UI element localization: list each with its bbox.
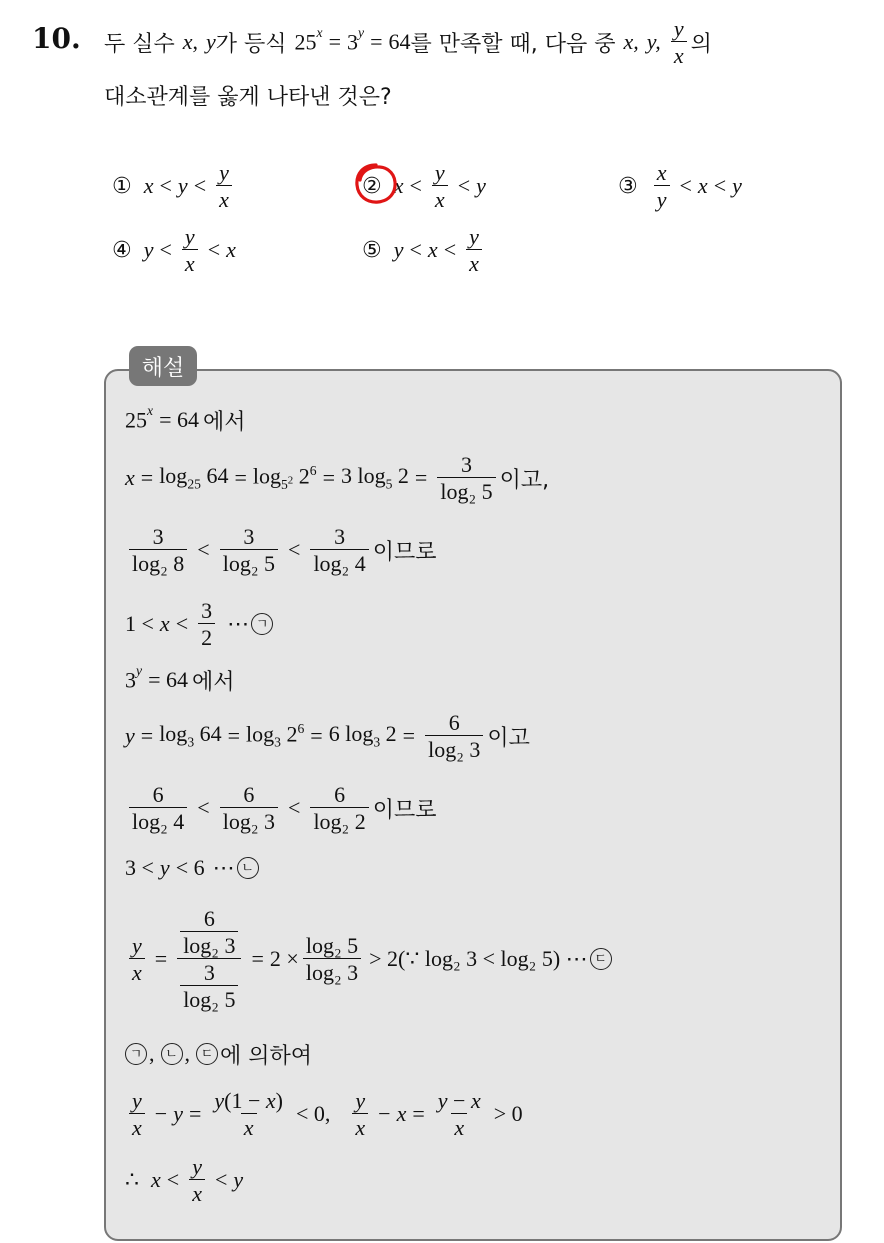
- question-text: 가 등식: [215, 31, 287, 57]
- solution-line-5: 3$^y$ = 64 에서: [125, 662, 235, 695]
- option-4[interactable]: [112, 222, 236, 278]
- option-term: x: [226, 237, 236, 262]
- option-number: ②: [362, 173, 382, 199]
- less-than: <: [713, 173, 727, 198]
- less-than: <: [443, 237, 457, 262]
- solution-line-2: x = $\log_{25} 64$ = $\log_{5^2} 2^6$ = 3 $\log_5 2$ = $\frac{3}{\text{log₂ 5}}$ 이고,: [125, 451, 550, 504]
- fraction: $\frac{x}{y}$: [654, 161, 670, 211]
- fraction: $\frac{3}{\text{log₂ 8}}$: [129, 525, 187, 575]
- solution-line-3: $\frac{3}{\text{log₂ 8}}$ < $\frac{3}{\text{log₂ 5}}$ < $\frac{3}{\text{log₂ 4}}$ 이므로: [125, 518, 437, 582]
- option-number: ④: [112, 237, 132, 263]
- less-than: <: [159, 237, 172, 262]
- fraction: $\frac{3}{2}$: [198, 599, 215, 649]
- option-term: y: [177, 173, 188, 198]
- equation-value: 64: [388, 29, 411, 54]
- solution-line-8: 3 < y < 6 ⋯ ㄴ: [125, 850, 261, 886]
- question-text: 를 만족할 때, 다음 중: [410, 31, 616, 57]
- solution-line-4: 1 < x < $\frac{3}{2}$ ⋯ ㄱ: [125, 594, 275, 654]
- equation-term: 3$^y$: [347, 24, 365, 55]
- option-1[interactable]: [112, 158, 236, 214]
- circled-nieun-mark: ㄴ: [237, 857, 259, 879]
- circled-nieun-mark: ㄴ: [161, 1043, 183, 1065]
- fraction: $\frac{y}{x}$: [129, 934, 145, 984]
- less-than: <: [159, 173, 172, 198]
- solution-line-1: 25$^x$ = 64 에서: [125, 402, 246, 435]
- option-number: ①: [112, 173, 132, 199]
- question-var: x: [182, 29, 193, 54]
- fraction: $\frac{y}{x}$: [352, 1089, 368, 1139]
- less-than: <: [457, 173, 471, 198]
- solution-line-9: $\frac{y}{x}$ = $\frac{\frac{6}{\text{log₂ 3}}}{\frac{3}{\text{log₂ 5}}}$ = 2 × $\frac{\text{log₂ 5}}{\text{log₂ 3}}$ > 2(∵ log₂ 3 < log₂ 5) ⋯ ㄷ: [125, 892, 614, 1026]
- fraction: $\frac{6}{\text{log₂ 3}}$: [425, 711, 483, 761]
- question-text: 두 실수: [104, 31, 175, 57]
- fraction: $\frac{\text{log₂ 5}}{\text{log₂ 3}}$: [303, 934, 361, 984]
- solution-line-10: ㄱ , ㄴ , ㄷ 에 의하여: [125, 1036, 312, 1072]
- option-term: y: [143, 237, 154, 262]
- fraction: $\frac{y}{x}$: [182, 225, 198, 275]
- less-than: <: [193, 173, 207, 198]
- equals-sign: =: [328, 29, 342, 54]
- less-than: <: [409, 237, 422, 262]
- option-term: y: [732, 173, 742, 198]
- option-number: ③: [618, 173, 638, 199]
- option-5[interactable]: [362, 222, 486, 278]
- question-var: y: [206, 29, 216, 54]
- question-line-2: 대소관계를 옳게 나타낸 것은?: [104, 85, 392, 110]
- solution-tag: 해설: [129, 346, 197, 386]
- question-line-1: [104, 15, 712, 68]
- solution-line-11: $\frac{y}{x}$ − y = $\frac{y(1 - x)}{x}$ < 0, $\frac{y}{x}$ − x = $\frac{y - x}{x}$ > 0: [125, 1082, 523, 1146]
- option-number: ⑤: [362, 237, 382, 263]
- fraction: $\frac{y}{x}$: [432, 161, 448, 211]
- equals-sign: =: [370, 29, 383, 54]
- option-3[interactable]: [618, 158, 742, 214]
- fraction: $\frac{3}{\text{log₂ 4}}$: [310, 525, 368, 575]
- less-than: <: [207, 237, 221, 262]
- solution-line-12: ∴ x < $\frac{y}{x}$ < y: [125, 1153, 244, 1206]
- circled-digeut-mark: ㄷ: [196, 1043, 218, 1065]
- fraction: $\frac{y}{x}$: [466, 225, 482, 275]
- less-than: <: [679, 173, 692, 198]
- equation-term: 25$^x$: [294, 24, 323, 55]
- fraction: $\frac{y - x}{x}$: [437, 1087, 481, 1140]
- option-term: x: [427, 237, 438, 262]
- fraction: $\frac{y}{x}$: [189, 1155, 205, 1205]
- fraction: $\frac{3}{\text{log₂ 5}}$: [437, 453, 495, 503]
- question-text: 의: [690, 31, 712, 57]
- less-than: <: [409, 173, 422, 198]
- fraction: $\frac{y}{x}$: [129, 1089, 145, 1139]
- question-number: 10.: [32, 22, 81, 55]
- fraction: $\frac{6}{\text{log₂ 3}}$: [220, 783, 278, 833]
- question-text: ,: [192, 29, 199, 54]
- option-term: x: [697, 173, 708, 198]
- fraction: $\frac{y}{x}$: [216, 161, 232, 211]
- question-var: x,: [623, 29, 639, 54]
- fraction: $\frac{6}{\text{log₂ 4}}$: [129, 783, 187, 833]
- circled-giyeok-mark: ㄱ: [125, 1043, 147, 1065]
- option-term: y: [393, 237, 404, 262]
- answer-circle-mark-icon: [353, 161, 399, 207]
- fraction: $\frac{y}{x}$: [671, 17, 687, 67]
- solution-line-6: y = $\log_3 64$ = $\log_3 2^6$ = 6 $\log_3 2$ = $\frac{6}{\text{log₂ 3}}$ 이고: [125, 709, 530, 762]
- question-var: y,: [646, 29, 661, 54]
- fraction: $\frac{6}{\text{log₂ 2}}$: [310, 783, 368, 833]
- circled-digeut-mark: ㄷ: [590, 948, 612, 970]
- solution-line-7: $\frac{6}{\text{log₂ 4}}$ < $\frac{6}{\text{log₂ 3}}$ < $\frac{6}{\text{log₂ 2}}$ 이므로: [125, 776, 437, 840]
- option-term: y: [476, 173, 486, 198]
- fraction: $\frac{3}{\text{log₂ 5}}$: [220, 525, 278, 575]
- option-term: x: [393, 173, 404, 198]
- fraction: $\frac{y(1 - x)}{x}$: [214, 1087, 283, 1140]
- circled-giyeok-mark: ㄱ: [251, 613, 273, 635]
- option-term: x: [143, 173, 154, 198]
- complex-fraction: $\frac{\frac{6}{\text{log₂ 3}}}{\frac{3}{\text{log₂ 5}}}$: [177, 907, 241, 1011]
